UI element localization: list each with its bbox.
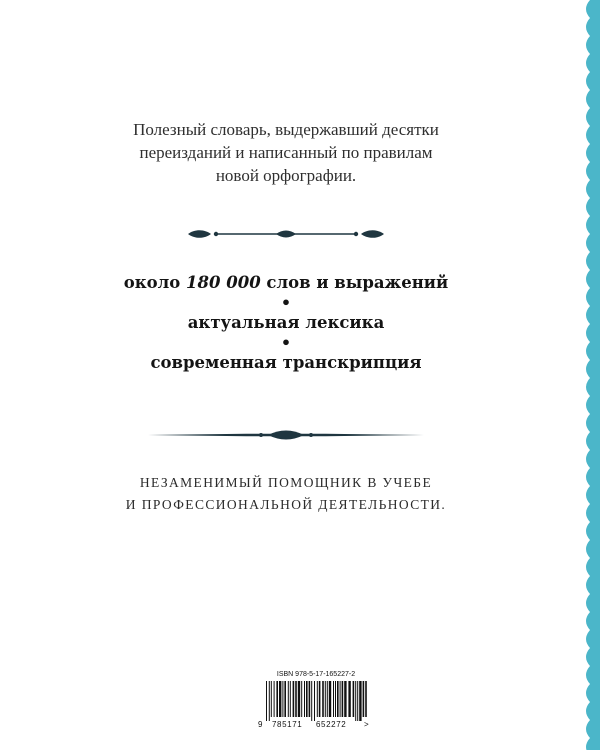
barcode-bar [337, 681, 339, 717]
barcode-bar [333, 681, 334, 717]
tagline-line: НЕЗАМЕНИМЫЙ ПОМОЩНИК В УЧЕБЕ [139, 475, 433, 490]
feature-vocabulary: актуальная лексика [187, 313, 385, 332]
barcode-bar [325, 681, 326, 717]
barcode-lead-digit: 9 [258, 720, 264, 729]
barcode-bar [288, 681, 289, 717]
features-list [0, 272, 572, 374]
barcode-bar [290, 681, 291, 717]
barcode-bar [306, 681, 308, 717]
barcode-bar [322, 681, 324, 717]
feature-prefix: около [123, 273, 187, 292]
barcode-bar [353, 681, 355, 717]
intro-line: Полезный словарь, выдержавший десятки [133, 120, 439, 139]
bullet-separator: • [280, 293, 292, 312]
scalloped-border [574, 0, 600, 750]
barcode-bar [342, 681, 344, 717]
barcode-bar [301, 681, 302, 717]
barcode-bar [365, 681, 367, 717]
barcode-bar [274, 681, 275, 717]
feature-suffix: слов и выражений [260, 273, 449, 292]
barcode-bar [335, 681, 336, 717]
intro-paragraph [0, 118, 572, 187]
ornament-divider-bottom [0, 425, 572, 445]
bullet-separator: • [280, 333, 292, 352]
barcode-bar [344, 681, 346, 717]
barcode-bar [304, 681, 305, 717]
barcode-bar [276, 681, 278, 717]
barcode-bar [271, 681, 272, 717]
barcode-bar [311, 681, 312, 721]
ornament-divider-top [0, 224, 572, 244]
barcode-bar [319, 681, 321, 717]
feature-number: 180 000 [186, 273, 261, 292]
barcode-bar [317, 681, 318, 717]
barcode-bar [363, 681, 365, 717]
barcode-bar [284, 681, 286, 717]
barcode-bar [340, 681, 341, 717]
tagline [0, 472, 572, 516]
barcode-group-1: 785171 [272, 720, 303, 729]
barcode-bar [293, 681, 295, 717]
isbn-label: ISBN 978-5-17-165227-2 [276, 671, 356, 678]
barcode-bar [279, 681, 281, 717]
feature-transcription: современная транскрипция [150, 353, 422, 372]
barcode-bar [327, 681, 328, 717]
barcode-arrow: > [364, 720, 370, 729]
barcode-group-2: 652272 [316, 720, 347, 729]
barcode-bar [295, 681, 297, 717]
flourish-icon [186, 224, 386, 244]
barcode-bar [357, 681, 358, 721]
feature-words-count [0, 272, 572, 294]
barcode-bars [264, 681, 368, 721]
barcode [258, 671, 374, 731]
barcode-bar [314, 681, 315, 721]
barcode-bar [348, 681, 350, 717]
barcode-bar [309, 681, 311, 717]
tagline-line: И ПРОФЕССИОНАЛЬНОЙ ДЕЯТЕЛЬНОСТИ. [125, 497, 447, 512]
intro-line: переизданий и написанный по правилам [139, 143, 433, 162]
barcode-bar [269, 681, 270, 721]
intro-line: новой орфографии. [215, 166, 357, 185]
barcode-bar [266, 681, 267, 721]
barcode-bar [355, 681, 356, 721]
flourish-icon [146, 425, 426, 445]
barcode-bar [359, 681, 361, 721]
barcode-bar [329, 681, 331, 717]
barcode-bar [282, 681, 283, 717]
barcode-bar [298, 681, 300, 717]
